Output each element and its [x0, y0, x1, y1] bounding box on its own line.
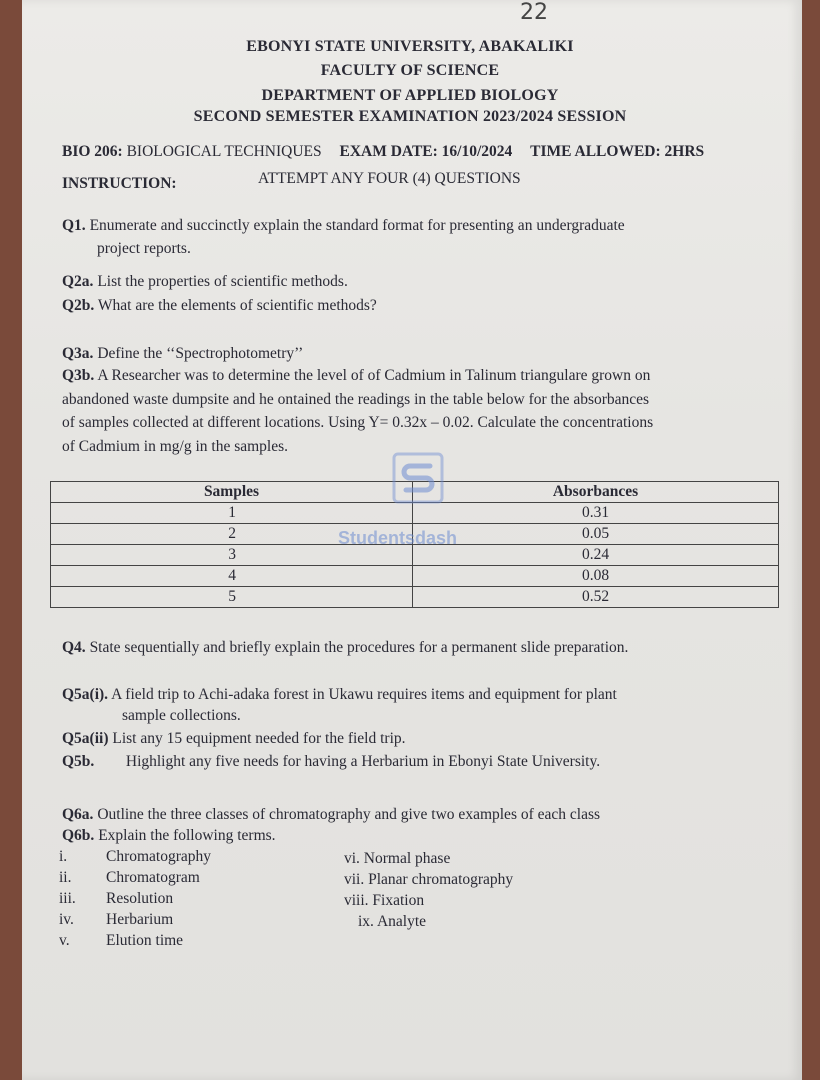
question-3b [62, 364, 774, 458]
table-row [51, 503, 779, 524]
q1-text-cont: project reports. [97, 240, 191, 257]
q5b-text: Highlight any five needs for having a Herbarium in Ebonyi State University. [125, 753, 601, 770]
sample-cell: 4 [51, 566, 413, 587]
university-name: EBONYI STATE UNIVERSITY, ABAKALIKI [246, 38, 574, 55]
term-text: Chromatogram [106, 869, 200, 886]
watermark-text: Studentsdash [338, 528, 458, 548]
question-5b [62, 750, 774, 773]
q4-label: Q4. [62, 639, 86, 656]
handwritten-scribble: 22 [520, 0, 548, 25]
list-item [59, 888, 211, 909]
q3b-line2: abandoned waste dumpsite and he ontained the readings in the table below for the absorbances [62, 390, 650, 408]
table-row [51, 587, 779, 608]
sample-cell: 3 [51, 545, 413, 566]
q6a-text: Outline the three classes of chromatography and give two examples of each class [97, 806, 601, 823]
question-3a [62, 342, 774, 365]
question-5ai [62, 684, 774, 726]
q6a-label: Q6a. [62, 806, 94, 823]
terms-right-list [344, 848, 513, 932]
term-text: Elution time [106, 932, 184, 949]
absorbance-cell: 0.24 [413, 545, 779, 566]
q3a-text: Define the ‘‘Spectrophotometry’’ [97, 345, 304, 362]
course-line [62, 143, 704, 161]
question-2a [62, 270, 774, 293]
q4-text: State sequentially and briefly explain the procedures for a permanent slide preparation. [89, 639, 629, 656]
q3b-line1: A Researcher was to determine the level of of Cadmium in Talinum triangulare grown on [97, 367, 651, 384]
exam-title: SECOND SEMESTER EXAMINATION 2023/2024 SESSION [193, 108, 627, 125]
q2a-text: List the properties of scientific methods. [97, 273, 348, 290]
q5aii-label: Q5a(ii) [62, 730, 109, 747]
term-number: v. [59, 932, 70, 949]
q5ai-text: A field trip to Achi-adaka forest in Ukawu requires items and equipment for plant [111, 686, 617, 703]
q1-text: Enumerate and succinctly explain the standard format for presenting an undergraduate [89, 217, 625, 234]
q3b-label: Q3b. [62, 367, 95, 384]
exam-date: EXAM DATE: 16/10/2024 [339, 143, 513, 160]
term-number: ii. [59, 869, 72, 886]
table-header-absorbances: Absorbances [413, 482, 779, 503]
q3a-label: Q3a. [62, 345, 94, 362]
department-name: DEPARTMENT OF APPLIED BIOLOGY [261, 87, 559, 104]
q5ai-label: Q5a(i). [62, 686, 109, 703]
list-item: ix. Analyte [358, 913, 427, 930]
sample-cell: 5 [51, 587, 413, 608]
course-code: BIO 206: [62, 143, 123, 160]
list-item: vii. Planar chromatography [344, 871, 514, 888]
term-text: Chromatography [106, 848, 212, 865]
absorbance-cell: 0.05 [413, 524, 779, 545]
list-item [59, 909, 211, 930]
question-5aii [62, 727, 774, 750]
faculty-name: FACULTY OF SCIENCE [320, 62, 500, 79]
sample-cell: 1 [51, 503, 413, 524]
q6b-label: Q6b. [62, 827, 95, 844]
q2a-label: Q2a. [62, 273, 94, 290]
q3b-line4: of Cadmium in mg/g in the samples. [62, 437, 289, 455]
list-item [59, 930, 211, 951]
question-6b [62, 824, 774, 847]
table-header-samples: Samples [51, 482, 413, 503]
list-item: viii. Fixation [344, 892, 425, 909]
question-4 [62, 636, 774, 659]
q5aii-text: List any 15 equipment needed for the field trip. [112, 730, 406, 747]
absorbance-cell: 0.52 [413, 587, 779, 608]
q5b-label: Q5b. [62, 753, 95, 770]
time-allowed: TIME ALLOWED: 2HRS [530, 143, 705, 160]
terms-left-list [59, 846, 211, 951]
list-item: vi. Normal phase [344, 850, 451, 867]
q6b-text: Explain the following terms. [98, 827, 276, 844]
instruction-label: INSTRUCTION: [62, 175, 177, 192]
q2b-label: Q2b. [62, 297, 95, 314]
question-1 [62, 214, 774, 260]
term-number: iii. [59, 890, 76, 907]
course-title: BIOLOGICAL TECHNIQUES [126, 143, 322, 160]
term-number: i. [59, 848, 68, 865]
term-number: iv. [59, 911, 74, 928]
watermark-logo-icon [392, 452, 444, 504]
q5ai-text-cont: sample collections. [122, 707, 241, 724]
table-row [51, 566, 779, 587]
question-2b [62, 294, 774, 317]
term-text: Herbarium [106, 911, 174, 928]
q3b-line3: of samples collected at different locations. Using Y= 0.32x – 0.02. Calculate the concentrations [62, 414, 654, 431]
absorbance-cell: 0.08 [413, 566, 779, 587]
term-text: Resolution [106, 890, 174, 907]
q1-label: Q1. [62, 217, 86, 234]
question-6a [62, 803, 774, 826]
absorbance-cell: 0.31 [413, 503, 779, 524]
list-item [59, 846, 211, 867]
q2b-text: What are the elements of scientific methods? [97, 297, 377, 314]
sample-cell: 2 [51, 524, 413, 545]
instruction-text: ATTEMPT ANY FOUR (4) QUESTIONS [258, 170, 521, 187]
list-item [59, 867, 211, 888]
